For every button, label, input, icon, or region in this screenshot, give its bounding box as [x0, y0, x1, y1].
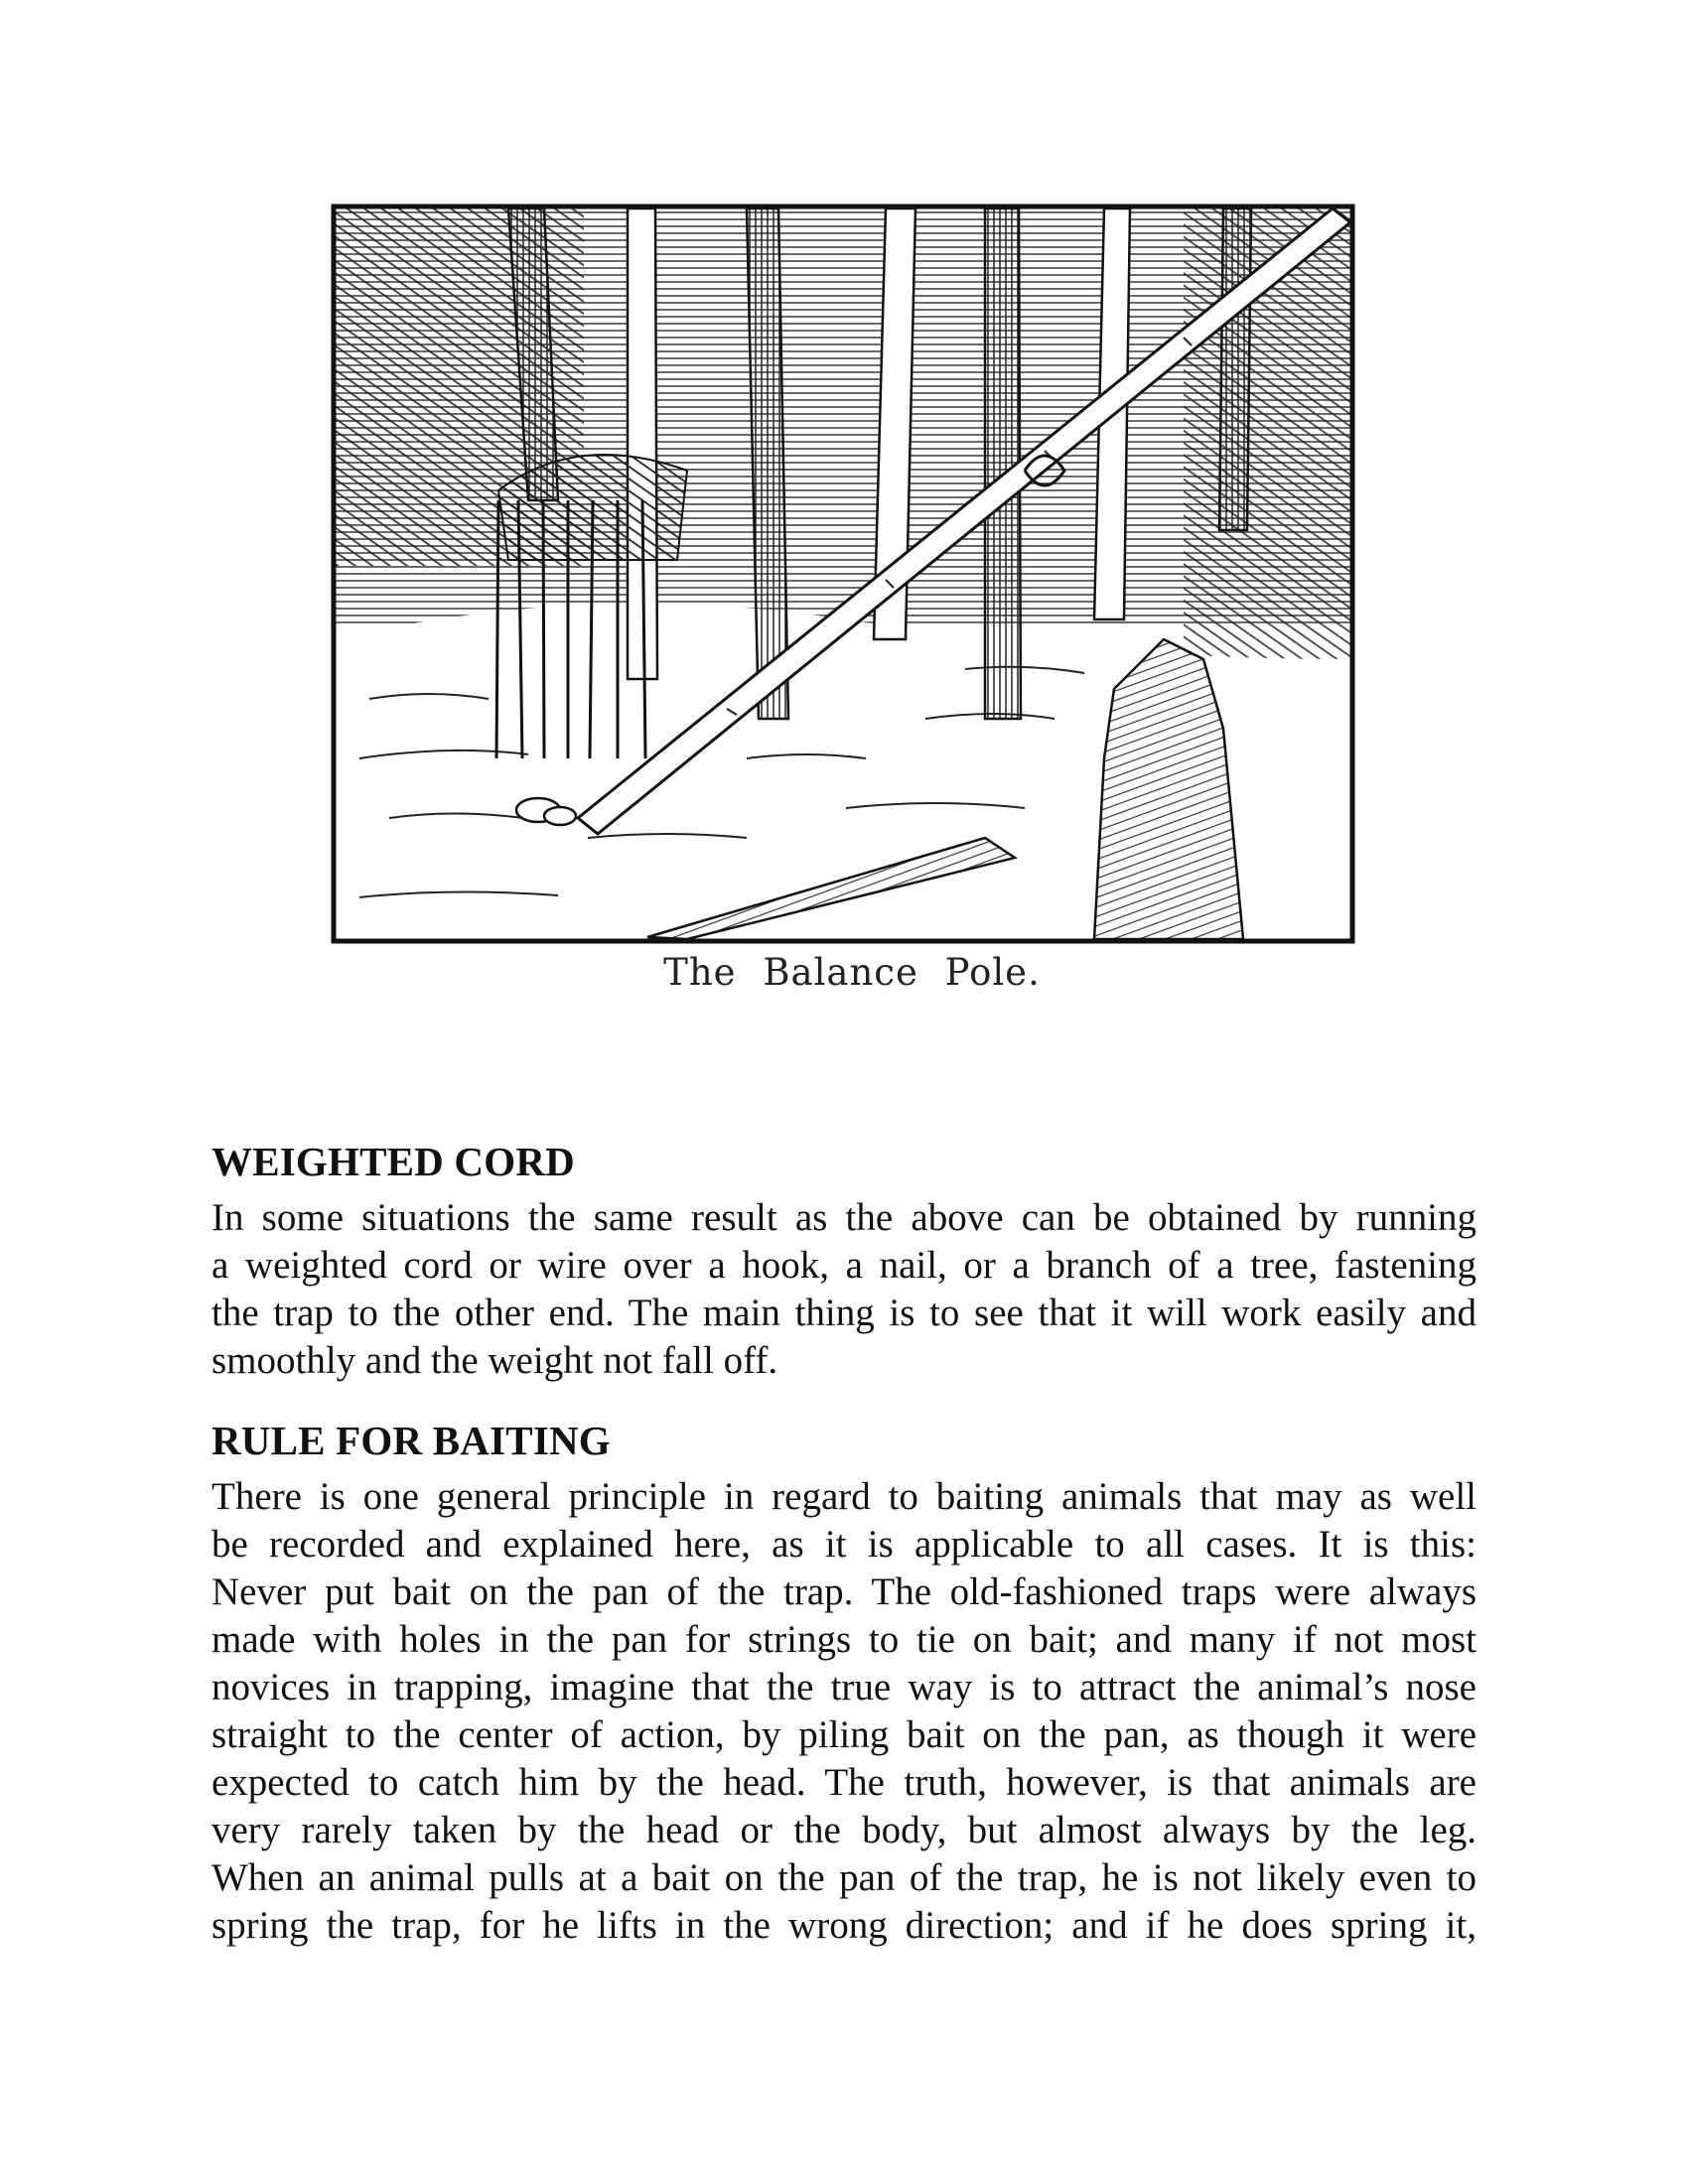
text-line: made with holes in the pan for strings to tie on bait; and many if not most — [211, 1618, 1477, 1661]
text-line: spring the trap, for he lifts in the wrong direction; and if he does spring it, — [211, 1904, 1477, 1947]
section-heading-rule-for-baiting: RULE FOR BAITING — [211, 1418, 611, 1463]
text-line: very rarely taken by the head or the body, but almost always by the leg. — [211, 1809, 1477, 1851]
text-line: expected to catch him by the head. The truth, however, is that animals are — [211, 1761, 1477, 1804]
paragraph-rule-for-baiting — [211, 1473, 1477, 1950]
text-line: a weighted cord or wire over a hook, a nail, or a branch of a tree, fastening — [211, 1244, 1477, 1287]
text-line: the trap to the other end. The main thing is to see that it will work easily and — [211, 1292, 1477, 1334]
paragraph-weighted-cord — [211, 1194, 1477, 1385]
figure-caption: The Balance Pole. — [663, 951, 1041, 994]
balance-pole-illustration — [330, 203, 1356, 945]
text-line: There is one general principle in regard to baiting animals that may as well — [211, 1475, 1477, 1518]
text-line: Never put bait on the pan of the trap. The old-fashioned traps were always — [211, 1570, 1477, 1613]
text-line: When an animal pulls at a bait on the pan of the trap, he is not likely even to — [211, 1856, 1477, 1899]
text-line: In some situations the same result as the above can be obtained by running — [211, 1196, 1477, 1239]
text-line: be recorded and explained here, as it is applicable to all cases. It is this: — [211, 1523, 1477, 1566]
text-line: novices in trapping, imagine that the true way is to attract the animal’s nose — [211, 1666, 1477, 1708]
text-line: smoothly and the weight not fall off. — [211, 1339, 778, 1382]
section-heading-weighted-cord: WEIGHTED CORD — [211, 1139, 575, 1184]
text-line: straight to the center of action, by piling bait on the pan, as though it were — [211, 1713, 1477, 1756]
